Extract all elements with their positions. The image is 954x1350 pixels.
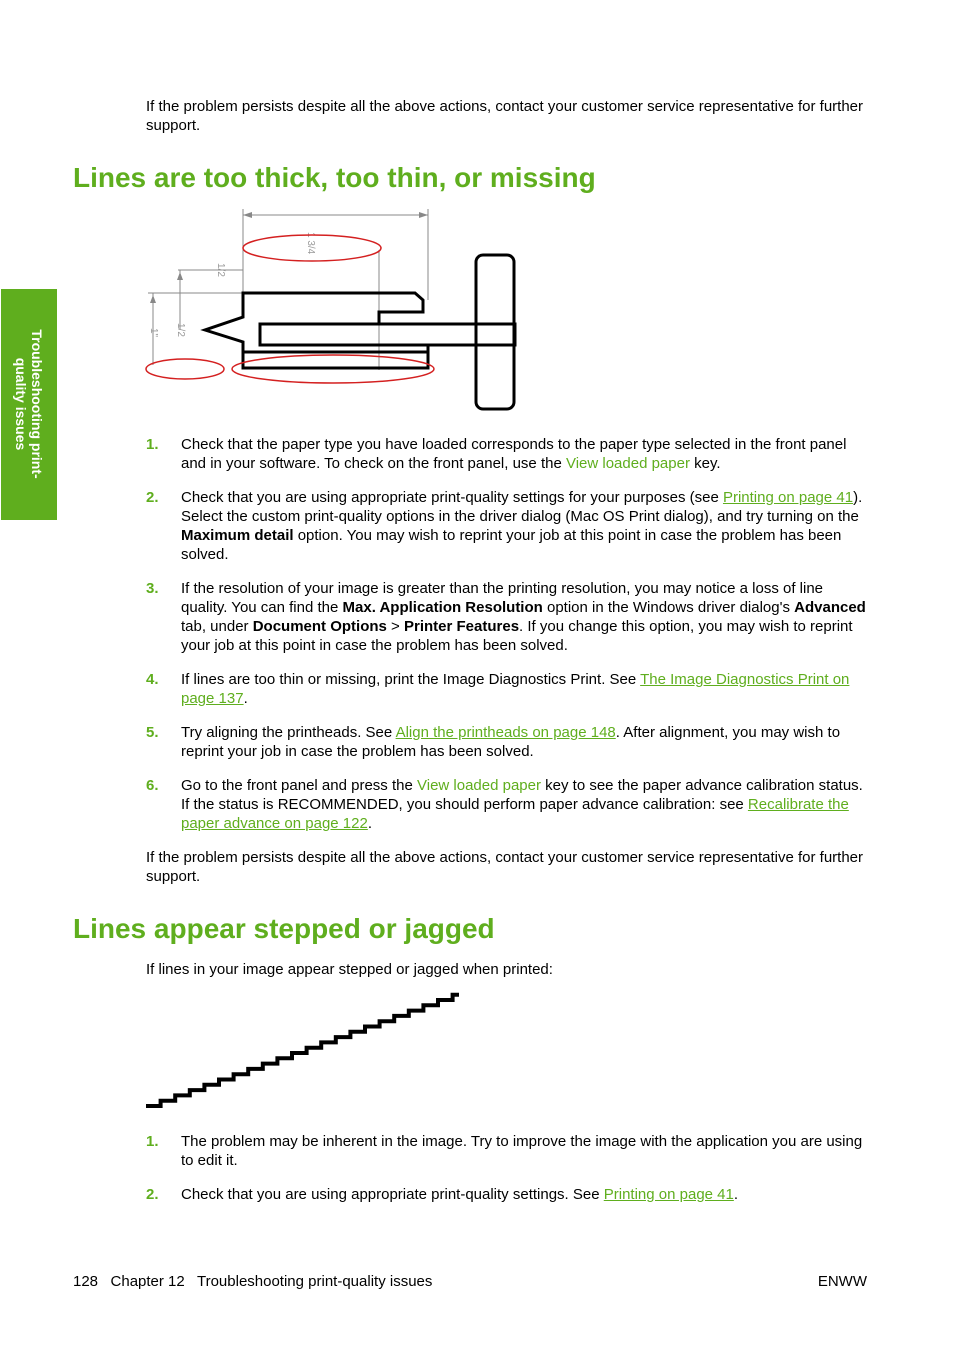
list-number: 1. <box>146 1133 159 1150</box>
bold-term: Max. Application Resolution <box>342 599 543 616</box>
item-text: Check that the paper type you have loaded corresponds to the paper type selected in the front panel and in your software. To check on the front panel, use the <box>181 436 847 472</box>
dim-label-one: 1" <box>148 328 159 338</box>
footer-page-info: 128 Chapter 12 Troubleshooting print-quality issues <box>73 1273 433 1290</box>
view-loaded-paper-key: View loaded paper <box>565 455 690 472</box>
item-text: . After alignment, you may wish to reprint your job in case the problem has been solved. <box>181 724 841 760</box>
view-loaded-paper-key: View loaded paper <box>417 777 541 794</box>
list-number: 2. <box>146 489 159 506</box>
dim-label-half-top: 1/2 <box>215 263 226 277</box>
footer-enww: ENWW <box>817 1273 867 1290</box>
list-item <box>181 579 871 655</box>
list-number: 1. <box>146 436 159 453</box>
pen-handle <box>476 255 514 409</box>
bold-term: Advanced <box>794 599 866 616</box>
item-text: If lines are too thin or missing, print the Image Diagnostics Print. See <box>181 671 641 688</box>
list-number: 2. <box>146 1186 159 1203</box>
item-text: > <box>386 618 404 635</box>
side-tab-label <box>13 304 45 504</box>
list-item <box>181 670 871 708</box>
item-text: Try aligning the printheads. See <box>181 724 396 741</box>
list-item <box>181 776 871 833</box>
side-tab-line2: quality issues <box>13 357 29 451</box>
item-text: . If you change this option, you may wish to reprint your job at this point in case the problem has been solved. <box>181 618 853 654</box>
link-image-diagnostics-print[interactable]: The Image Diagnostics Print on page 137 <box>181 671 850 707</box>
bold-term: Printer Features <box>404 618 520 635</box>
list-item <box>181 488 871 564</box>
item-text: key. <box>689 455 721 472</box>
item-text: . <box>243 690 248 707</box>
section-heading-stepped-lines: Lines appear stepped or jagged <box>73 913 495 944</box>
arrow-head <box>243 212 252 218</box>
side-tab-line1: Troubleshooting print- <box>29 329 45 479</box>
arrow-head <box>150 295 156 303</box>
item-text: tab, under <box>181 618 253 635</box>
link-printing-page-41[interactable]: Printing on page 41 <box>603 1186 734 1203</box>
closing-paragraph: If the problem persists despite all the above actions, contact your customer service representative for further support. <box>146 849 864 885</box>
item-text: If the resolution of your image is greater than the printing resolution, you may notice a loss of line quality. You can find the <box>181 580 824 616</box>
item-text: Check that you are using appropriate print-quality settings. See <box>181 1186 604 1203</box>
item-text: The problem may be inherent in the image. Try to improve the image with the application you are using to edit it. <box>181 1133 863 1169</box>
link-printing-page-41[interactable]: Printing on page 41 <box>722 489 854 506</box>
list-item <box>181 1185 871 1204</box>
item-text: . <box>367 815 372 832</box>
item-text: . <box>733 1186 739 1203</box>
item-text: ). Select the custom print-quality options in the driver dialog (Mac OS Print dialog), and try turning on the <box>181 489 863 525</box>
arrow-head <box>419 212 428 218</box>
side-tab <box>1 289 57 520</box>
section2-intro: If lines in your image appear stepped or jagged when printed: <box>146 961 553 978</box>
item-text: option in the Windows driver dialog's <box>542 599 795 616</box>
intro-paragraph: If the problem persists despite all the above actions, contact your customer service representative for further support. <box>146 98 864 134</box>
jagged-line-figure <box>144 990 459 1112</box>
link-recalibrate-paper-advance[interactable]: Recalibrate the paper advance on page 122 <box>181 796 849 832</box>
list-number: 6. <box>146 777 159 794</box>
jagged-line <box>146 995 459 1106</box>
list-item <box>181 723 871 761</box>
item-text: Check that you are using appropriate print-quality settings for your purposes (see <box>181 489 723 506</box>
item-text: Go to the front panel and press the <box>181 777 417 794</box>
dim-label-half-mid: 1/2 <box>175 323 186 337</box>
line-thickness-figure <box>140 200 530 415</box>
list-number: 5. <box>146 724 159 741</box>
bold-term: Maximum detail <box>181 527 294 544</box>
item-text: option. You may wish to reprint your job at this point in case the problem has been solved. <box>181 527 842 563</box>
list-item <box>181 1132 871 1170</box>
dim-label-three-quarter: 1 3/4 <box>305 232 316 255</box>
section-heading-lines-thickness: Lines are too thick, too thin, or missing <box>73 162 596 193</box>
list-item <box>181 435 871 473</box>
bold-term: Document Options <box>252 618 387 635</box>
link-align-printheads[interactable]: Align the printheads on page 148 <box>395 724 616 741</box>
item-text: key to see the paper advance calibration status. If the status is RECOMMENDED, you should perform paper advance calibration: see <box>181 777 863 813</box>
red-marker-left <box>146 359 224 379</box>
arrow-head <box>177 272 183 280</box>
list-number: 4. <box>146 671 159 688</box>
list-number: 3. <box>146 580 159 597</box>
